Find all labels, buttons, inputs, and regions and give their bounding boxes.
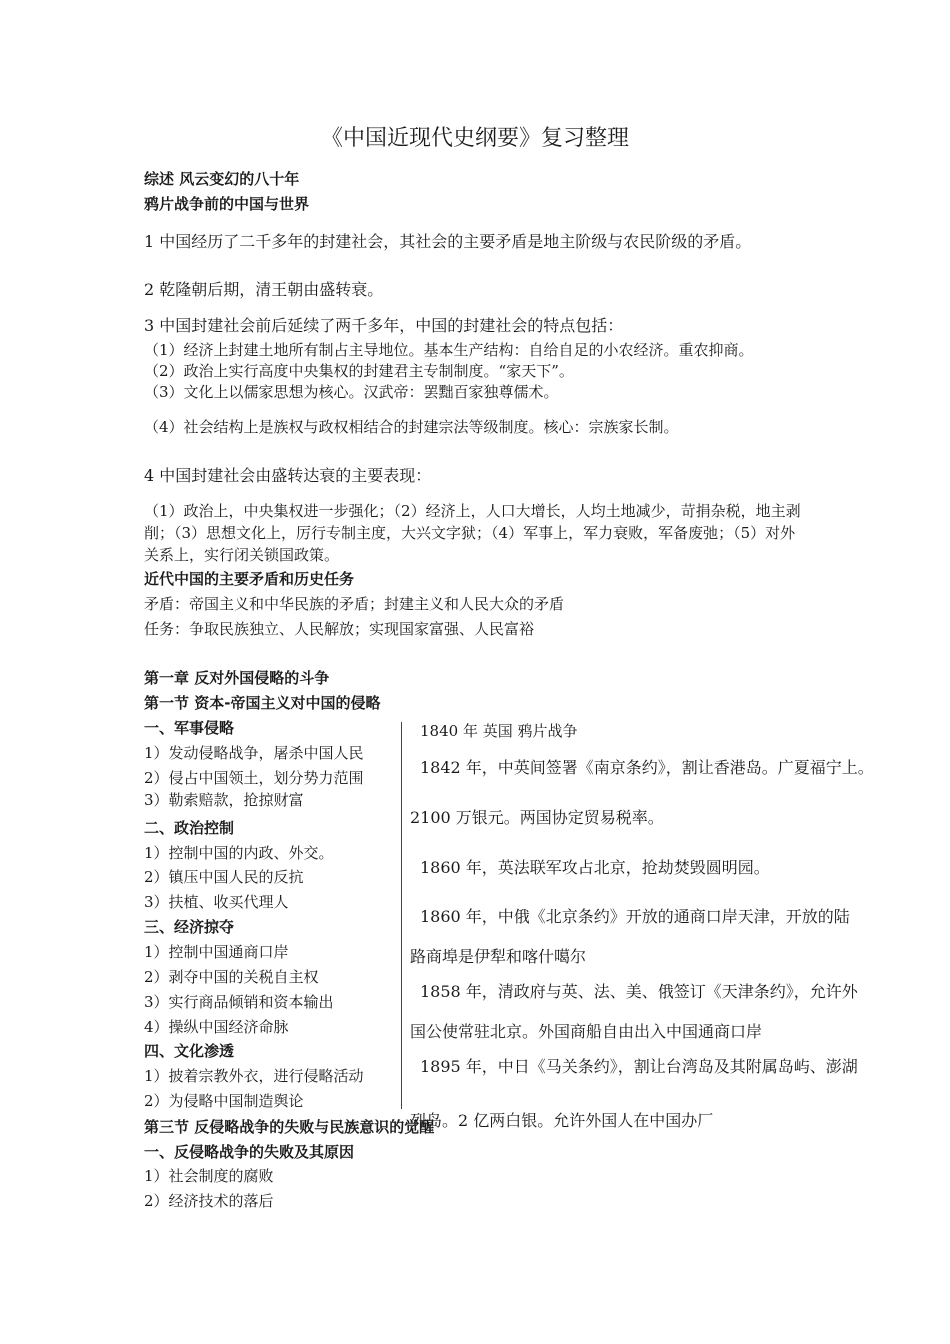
paragraph-2: 2 乾隆朝后期，清王朝由盛转衰。 [144, 280, 384, 299]
chapter-heading: 第一章 反对外国侵略的斗争 [144, 669, 330, 687]
task-text: 任务：争取民族独立、人民解放；实现国家富强、人民富裕 [144, 620, 535, 638]
contradiction-heading: 近代中国的主要矛盾和历史任务 [144, 570, 355, 588]
feature-item: （3）文化上以儒家思想为核心。汉武帝：罢黜百家独尊儒术。 [144, 383, 559, 401]
overview-heading: 综述 风云变幻的八十年 [144, 170, 300, 188]
timeline-entry: 国公使常驻北京。外国商船自由出入中国通商口岸 [410, 1022, 763, 1041]
paragraph-4: 4 中国封建社会由盛转达衰的主要表现： [144, 466, 432, 485]
timeline-entry: 2100 万银元。两国协定贸易税率。 [410, 808, 664, 827]
feature-item: （4）社会结构上是族权与政权相结合的封建宗法等级制度。核心：宗族家长制。 [144, 418, 679, 436]
timeline-entry: 列岛。2 亿两白银。允许外国人在中国办厂 [410, 1111, 714, 1130]
timeline-entry: 1840 年 英国 鸦片战争 [420, 722, 578, 740]
timeline-entry: 1895 年，中日《马关条约》，割让台湾岛及其附属岛屿、澎湖 [420, 1057, 858, 1076]
column-divider [401, 722, 402, 1109]
list-item: 1）控制中国通商口岸 [144, 943, 289, 961]
paragraph-4-body: （1）政治上，中央集权进一步强化；（2）经济上，人口大增长，人均土地减少，苛捐杂税，地主剥削；（3）思想文化上，厉行专制主度，大兴文字狱；（4）军事上，军力衰败，军备废弛；（5）对外关系上，实行闭关锁国政策。 [144, 502, 801, 564]
timeline-entry: 1842 年，中英间签署《南京条约》，割让香港岛。广夏福宁上。 [420, 758, 874, 777]
contradiction-text: 矛盾：帝国主义和中华民族的矛盾；封建主义和人民大众的矛盾 [144, 595, 565, 613]
paragraph-1: 1 中国经历了二千多年的封建社会，其社会的主要矛盾是地主阶级与农民阶级的矛盾。 [144, 232, 752, 251]
subsection-heading: 四、文化渗透 [144, 1042, 235, 1060]
paragraph-3: 3 中国封建社会前后延续了两千多年，中国的封建社会的特点包括： [144, 316, 624, 335]
list-item: 1）发动侵略战争，屠杀中国人民 [144, 744, 364, 762]
feature-item: （2）政治上实行高度中央集权的封建君主专制制度。“家天下”。 [144, 362, 574, 380]
overview-subheading: 鸦片战争前的中国与世界 [144, 195, 310, 213]
timeline-entry: 1858 年，清政府与英、法、美、俄签订《天津条约》，允许外 [420, 982, 858, 1001]
subsection-heading: 一、反侵略战争的失败及其原因 [144, 1143, 355, 1161]
list-item: 3）扶植、收买代理人 [144, 893, 289, 911]
timeline-entry: 路商埠是伊犁和喀什噶尔 [410, 947, 587, 966]
list-item: 2）为侵略中国制造舆论 [144, 1092, 304, 1110]
list-item: 2）镇压中国人民的反抗 [144, 868, 304, 886]
list-item: 4）操纵中国经济命脉 [144, 1018, 289, 1036]
list-item: 2）侵占中国领土，划分势力范围 [144, 769, 364, 787]
list-item: 2）经济技术的落后 [144, 1192, 274, 1210]
subsection-heading: 三、经济掠夺 [144, 918, 235, 936]
section-heading: 第一节 资本-帝国主义对中国的侵略 [144, 694, 381, 712]
timeline-entry: 1860 年，英法联军攻占北京，抢劫焚毁圆明园。 [420, 858, 770, 877]
list-item: 2）剥夺中国的关税自主权 [144, 968, 319, 986]
timeline-entry: 1860 年，中俄《北京条约》开放的通商口岸天津，开放的陆 [420, 907, 850, 926]
section-heading: 第三节 反侵略战争的失败与民族意识的觉醒 [144, 1118, 435, 1136]
subsection-heading: 二、政治控制 [144, 819, 235, 837]
list-item: 1）社会制度的腐败 [144, 1167, 274, 1185]
list-item: 1）披着宗教外衣，进行侵略活动 [144, 1067, 364, 1085]
page-title: 《中国近现代史纲要》复习整理 [320, 126, 629, 151]
list-item: 3）实行商品倾销和资本输出 [144, 993, 334, 1011]
list-item: 3）勒索赔款，抢掠财富 [144, 791, 304, 809]
feature-item: （1）经济上封建土地所有制占主导地位。基本生产结构：自给自足的小农经济。重农抑商。 [144, 341, 754, 359]
list-item: 1）控制中国的内政、外交。 [144, 844, 334, 862]
subsection-heading: 一、军事侵略 [144, 719, 235, 737]
